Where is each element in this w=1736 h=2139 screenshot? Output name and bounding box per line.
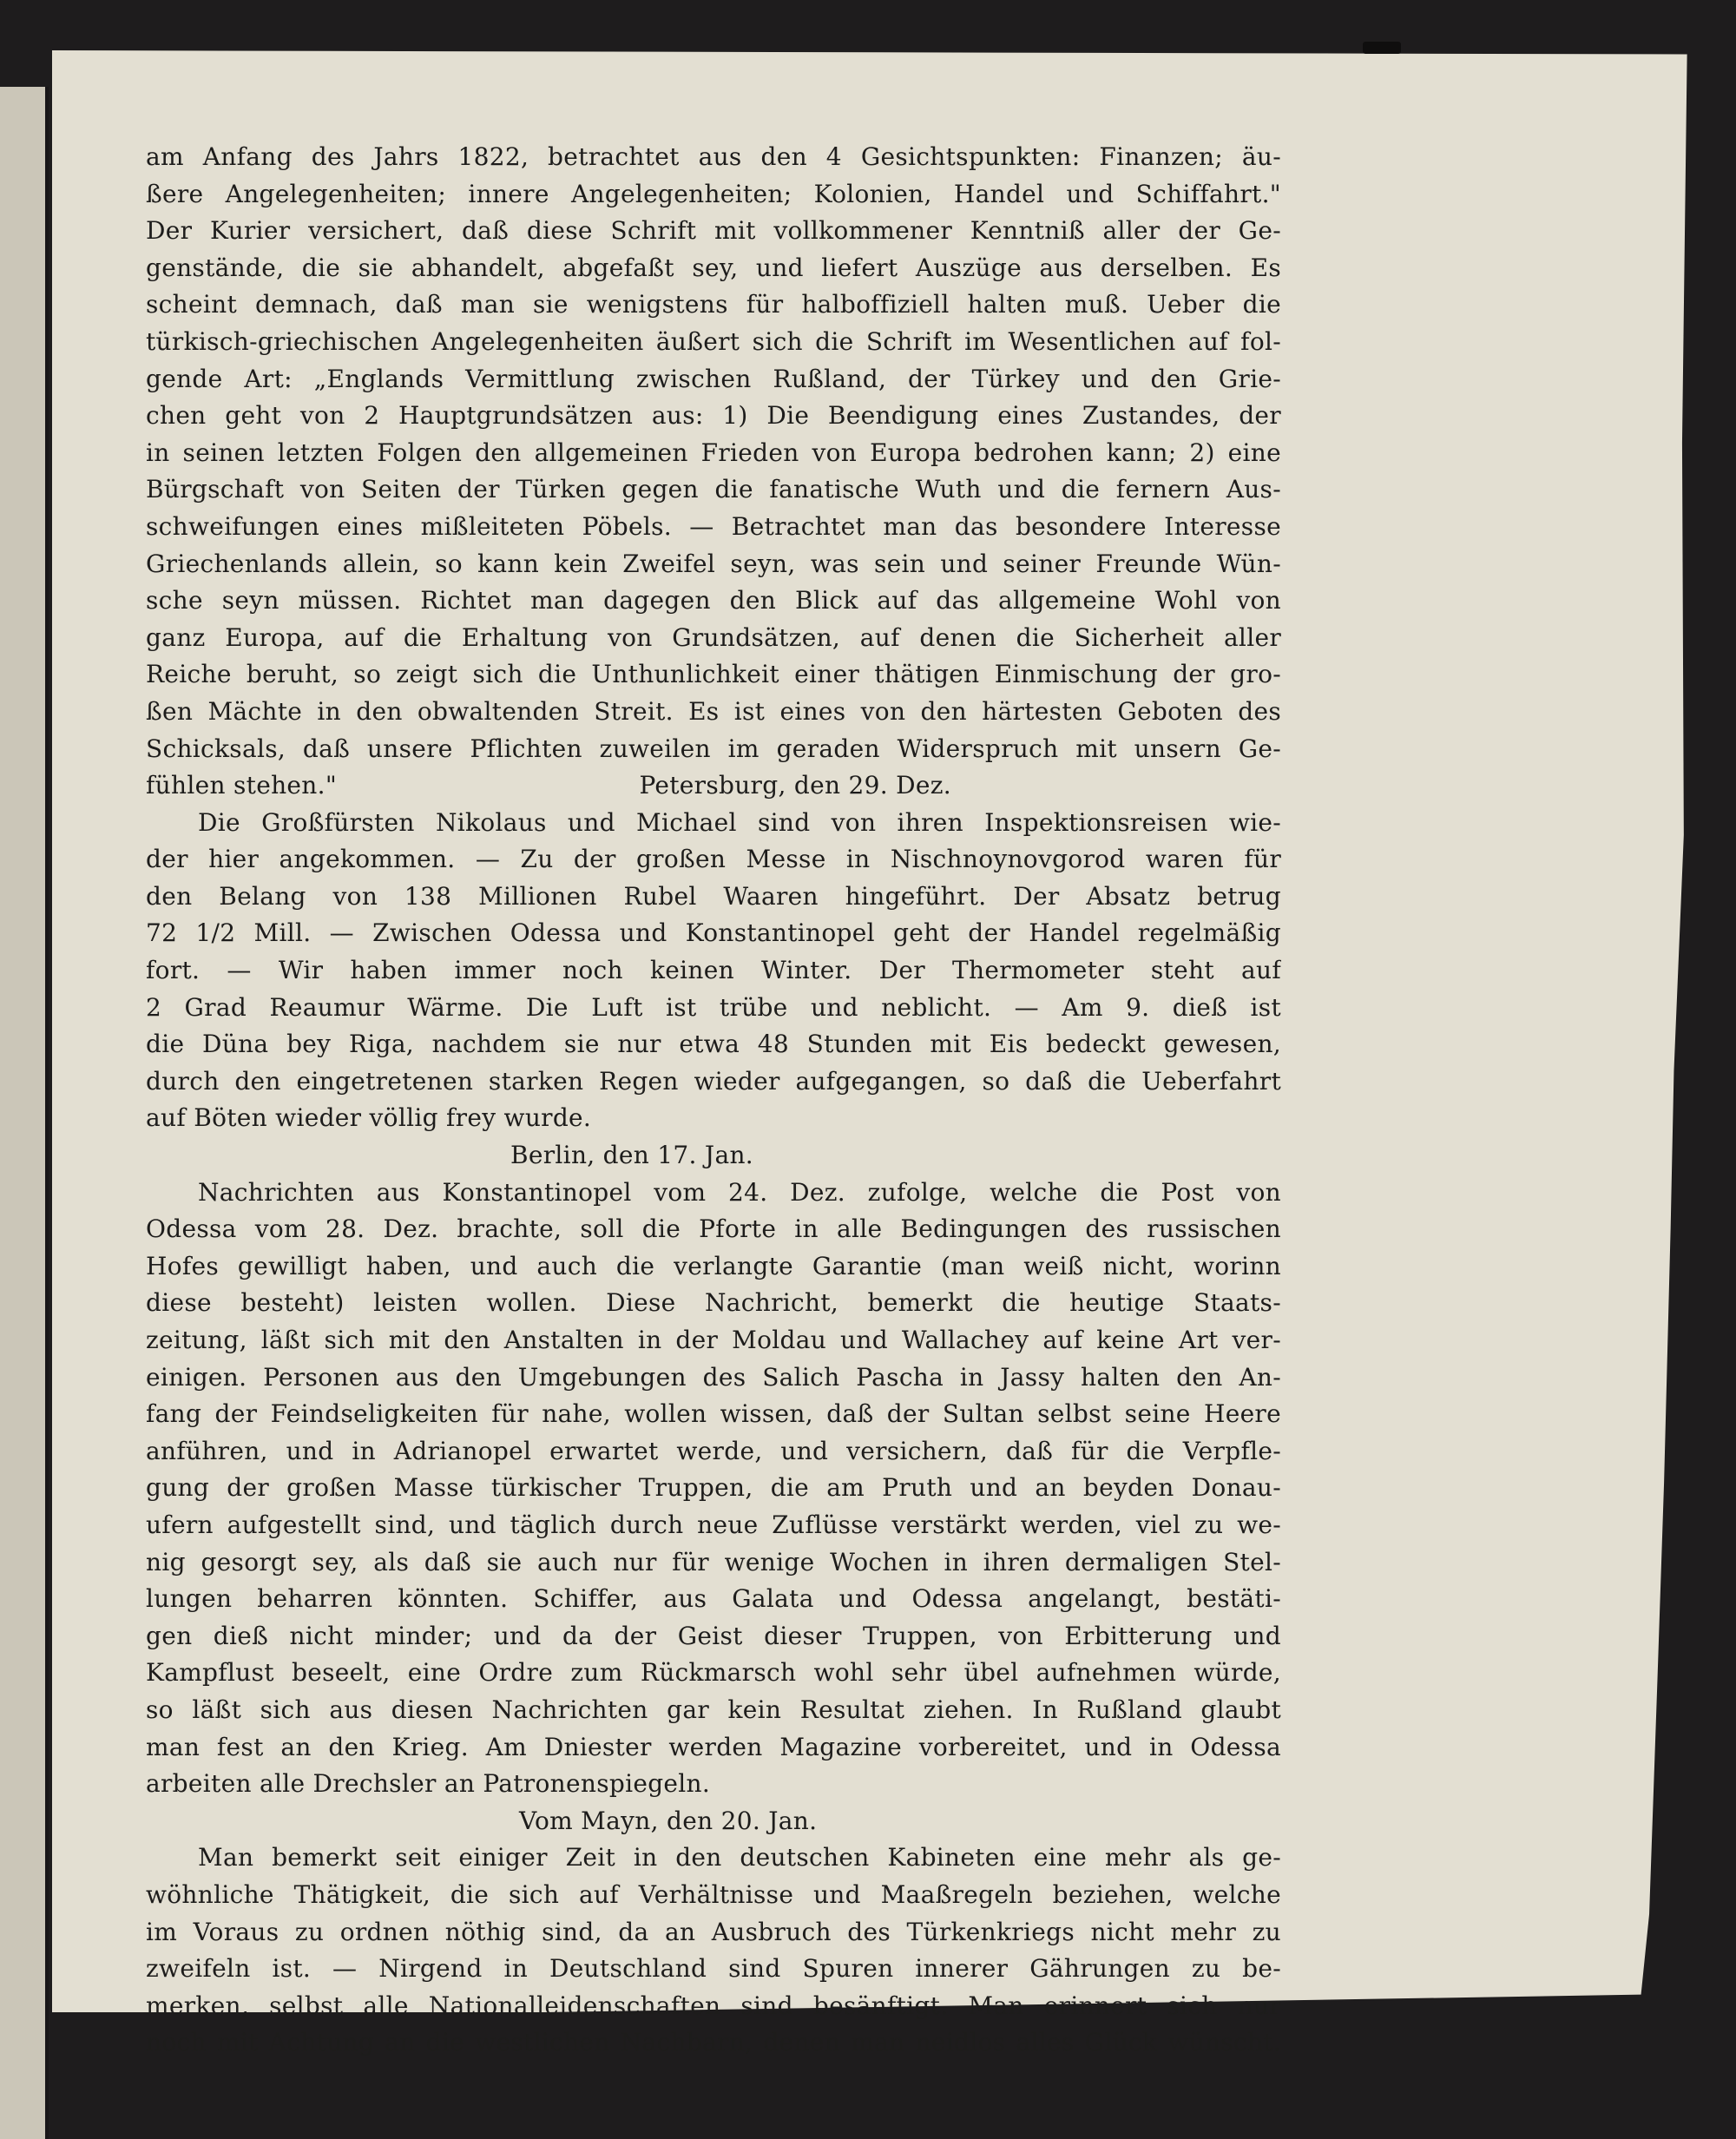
text-line: so läßt sich aus diesen Nachrichten gar kein Resultat ziehen. In Rußland glaubt <box>146 1695 1281 1724</box>
text-line: gung der großen Masse türkischer Truppen, die am Pruth und an beyden Donau- <box>146 1473 1281 1503</box>
text-line: Schicksals, daß unsere Pflichten zuweilen im geraden Widerspruch mit unsern Ge- <box>146 734 1281 763</box>
text-line: Die Großfürsten Nikolaus und Michael sind von ihren Inspektionsreisen wie- <box>198 807 1281 837</box>
text-line: noch mit Achtung an die westlichen Nachbarn, denen man neidlos alles Glück wünscht. <box>146 2028 1281 2057</box>
text-line: Griechenlands allein, so kann kein Zweifel seyn, was sein und seiner Freunde Wün- <box>146 549 1281 578</box>
text-line: die Düna bey Riga, nachdem sie nur etwa 48 Stunden mit Eis bedeckt gewesen, <box>146 1030 1281 1059</box>
text-line: ßen Mächte in den obwaltenden Streit. Es ist eines von den härtesten Geboten des <box>146 696 1281 726</box>
text-line: durch den eingetretenen starken Regen wieder aufgegangen, so daß die Ueberfahrt <box>146 1066 1281 1096</box>
text-line: einigen. Personen aus den Umgebungen des Salich Pascha in Jassy halten den An- <box>146 1362 1281 1392</box>
text-line: gen dieß nicht minder; und da der Geist dieser Truppen, von Erbitterung und <box>146 1621 1281 1650</box>
text-line: zweifeln ist. — Nirgend in Deutschland sind Spuren innerer Gährungen zu be- <box>146 1954 1281 1984</box>
text-line: scheint demnach, daß man sie wenigstens für halboffiziell halten muß. Ueber die <box>146 290 1281 319</box>
ink-mark <box>1363 42 1401 54</box>
text-line: ßere Angelegenheiten; innere Angelegenheiten; Kolonien, Handel und Schiffahrt." <box>146 179 1281 208</box>
dateline-petersburg: Petersburg, den 29. Dez. <box>639 771 951 800</box>
text-line: merken, selbst alle Nationalleidenschaften sind besänftigt. Man erinnert sich nur <box>146 1991 1281 2020</box>
text-line: 72 1/2 Mill. — Zwischen Odessa und Konstantinopel geht der Handel regelmäßig <box>146 918 1281 948</box>
text-line: in seinen letzten Folgen den allgemeinen Frieden von Europa bedrohen kann; 2) eine <box>146 438 1281 467</box>
text-line: Man bemerkt seit einiger Zeit in den deutschen Kabineten eine mehr als ge- <box>198 1843 1281 1872</box>
text-line: am Anfang des Jahrs 1822, betrachtet aus den 4 Gesichtspunkten: Finanzen; äu- <box>146 142 1281 171</box>
text-line: ganz Europa, auf die Erhaltung von Grundsätzen, auf denen die Sicherheit aller <box>146 622 1281 652</box>
text-line: türkisch-griechischen Angelegenheiten äußert sich die Schrift im Wesentlichen auf fol- <box>146 326 1281 356</box>
text-line: schweifungen eines mißleiteten Pöbels. — Betrachtet man das besondere Interesse <box>146 511 1281 541</box>
text-line: anführen, und in Adrianopel erwartet werde, und versichern, daß für die Verpfle- <box>146 1436 1281 1465</box>
text-line: Reiche beruht, so zeigt sich die Unthunlichkeit einer thätigen Einmischung der gro- <box>146 660 1281 689</box>
text-fragment: fühlen stehen." <box>146 771 337 800</box>
text-line: der hier angekommen. — Zu der großen Messe in Nischnoynovgorod waren für <box>146 845 1281 874</box>
text-line: zeitung, läßt sich mit den Anstalten in der Moldau und Wallachey auf keine Art ver- <box>146 1326 1281 1354</box>
text-line: im Voraus zu ordnen nöthig sind, da an Ausbruch des Türkenkriegs nicht mehr zu <box>146 1917 1281 1946</box>
text-line: fang der Feindseligkeiten für nahe, wollen wissen, daß der Sultan selbst seine Heere <box>146 1399 1281 1429</box>
text-line: genstände, die sie abhandelt, abgefaßt sey, und liefert Auszüge aus derselben. Es <box>146 253 1281 282</box>
text-line: Kampflust beseelt, eine Ordre zum Rückmarsch wohl sehr übel aufnehmen würde, <box>146 1658 1281 1688</box>
text-line: den Belang von 138 Millionen Rubel Waaren hingeführt. Der Absatz betrug <box>146 881 1281 911</box>
text-line: ufern aufgestellt sind, und täglich durch neue Zuflüsse verstärkt werden, viel zu we- <box>146 1510 1281 1539</box>
text-line: auf Böten wieder völlig frey wurde. <box>146 1103 592 1133</box>
facing-page-edge <box>0 87 49 2139</box>
dateline-vom-mayn: Vom Mayn, den 20. Jan. <box>519 1806 818 1835</box>
text-line: fort. — Wir haben immer noch keinen Winter. Der Thermometer steht auf <box>146 956 1281 985</box>
text-line: arbeiten alle Drechsler an Patronenspiegeln. <box>146 1769 711 1799</box>
text-line: gende Art: „Englands Vermittlung zwischen Rußland, der Türkey und den Grie- <box>146 364 1281 393</box>
text-line: diese besteht) leisten wollen. Diese Nachricht, bemerkt die heutige Staats- <box>146 1288 1281 1318</box>
text-line: Bürgschaft von Seiten der Türken gegen die fanatische Wuth und die fernern Aus- <box>146 475 1281 504</box>
text-line: sche seyn müssen. Richtet man dagegen den Blick auf das allgemeine Wohl von <box>146 586 1281 615</box>
text-line: wöhnliche Thätigkeit, die sich auf Verhältnisse und Maaßregeln beziehen, welche <box>146 1879 1281 1909</box>
text-line: Hofes gewilligt haben, und auch die verlangte Garantie (man weiß nicht, worinn <box>146 1251 1281 1280</box>
dateline-berlin: Berlin, den 17. Jan. <box>510 1141 753 1170</box>
text-line: nig gesorgt sey, als daß sie auch nur für wenige Wochen in ihren dermaligen Stel- <box>146 1547 1281 1576</box>
text-line: Odessa vom 28. Dez. brachte, soll die Pforte in alle Bedingungen des russischen <box>146 1214 1281 1244</box>
text-line-with-dateline <box>146 767 1281 805</box>
text-line: lungen beharren könnten. Schiffer, aus Galata und Odessa angelangt, bestäti- <box>146 1584 1281 1614</box>
text-line: Nachrichten aus Konstantinopel vom 24. Dez. zufolge, welche die Post von <box>198 1177 1281 1207</box>
text-line: chen geht von 2 Hauptgrundsätzen aus: 1) Die Beendigung eines Zustandes, der <box>146 401 1281 431</box>
text-line: man fest an den Krieg. Am Dniester werden Magazine vorbereitet, und in Odessa <box>146 1732 1281 1761</box>
text-line: Der Kurier versichert, daß diese Schrift mit vollkommener Kenntniß aller der Ge- <box>146 216 1281 246</box>
newspaper-column <box>146 139 1281 2062</box>
text-line: 2 Grad Reaumur Wärme. Die Luft ist trübe und neblicht. — Am 9. dieß ist <box>146 992 1281 1022</box>
